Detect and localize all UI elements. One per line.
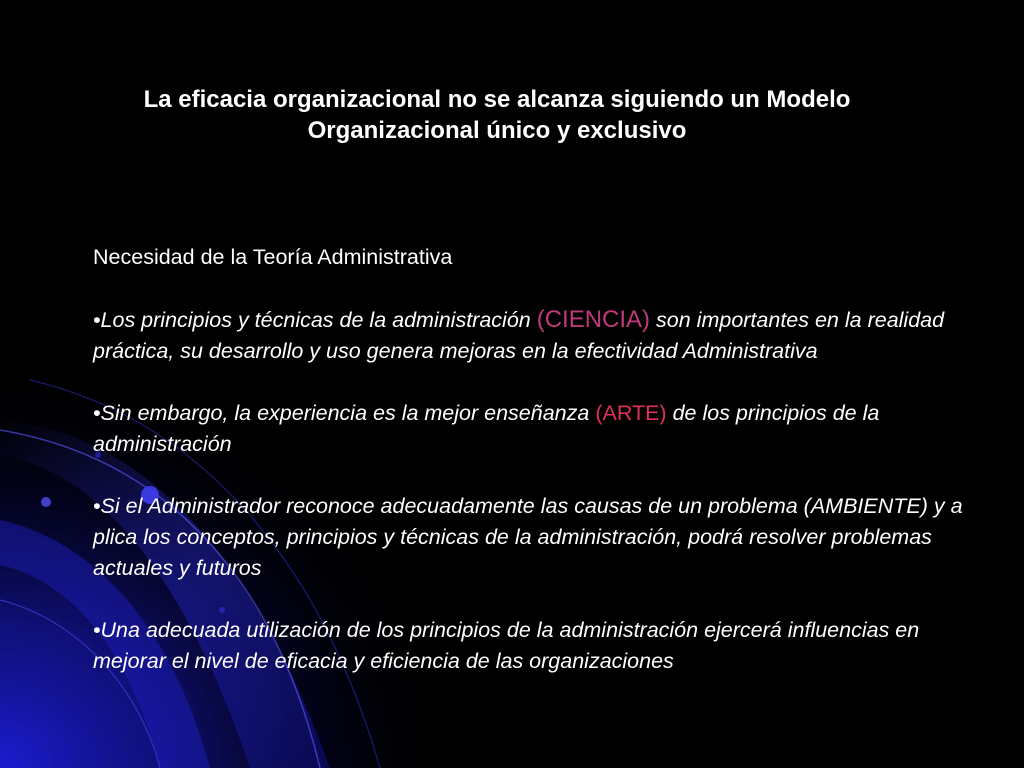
highlight-arte: (ARTE) (595, 401, 667, 425)
bullet-ambiente: •Si el Administrador reconoce adecuadamente las causas de un problema (AMBIENTE) y a plica los conceptos, principios y técnicas de la administración, podrá resolver problemas actuales y futuros (93, 494, 963, 580)
bullet-text: •Sin embargo, la experiencia es la mejor enseñanza (93, 401, 596, 425)
bullet-utilizacion: •Una adecuada utilización de los principios de la administración ejercerá influencias en mejorar el nivel de eficacia y eficiencia de las organizaciones (93, 618, 920, 673)
title-line-2: Organizacional único y exclusivo (307, 117, 687, 144)
bullet-text: son importantes en la realidad práctica, su desarrollo y uso genera mejoras en la efectividad Administrativa (93, 308, 945, 363)
slide-title (40, 84, 954, 146)
bullet-ciencia (93, 304, 988, 367)
title-line-1: La eficacia organizacional no se alcanza siguiendo un Modelo (143, 86, 851, 113)
subheading: Necesidad de la Teoría Administrativa (93, 245, 453, 269)
bullet-text: •Los principios y técnicas de la administración (93, 308, 537, 332)
slide-body (93, 242, 988, 677)
bullet-arte (93, 398, 988, 460)
highlight-ciencia: (CIENCIA) (536, 306, 651, 333)
bullet-text: de los principios de la administración (93, 401, 880, 456)
